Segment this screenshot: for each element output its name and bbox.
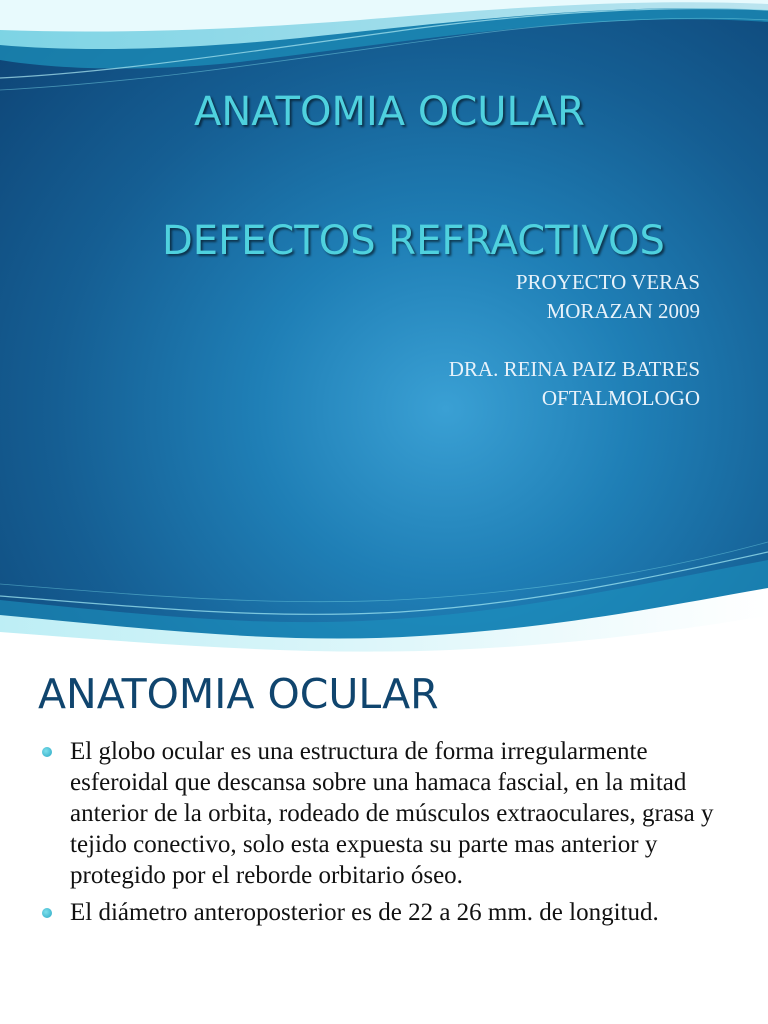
content-slide bbox=[0, 660, 768, 1024]
slide-title-line-1: ANATOMIA OCULAR bbox=[194, 89, 585, 135]
subtitle-block bbox=[449, 268, 700, 413]
subtitle-author: DRA. REINA PAIZ BATRES bbox=[448, 357, 700, 381]
bullet-item bbox=[40, 736, 740, 891]
bullet-dot-icon bbox=[42, 747, 52, 757]
subtitle-project: PROYECTO VERAS bbox=[515, 270, 700, 294]
bullet-dot-icon bbox=[42, 908, 52, 918]
bullet-text: El globo ocular es una estructura de forma irregularmente esferoidal que descansa sobre una hamaca fascial, en la mitad anterior de la orbita, rodeado de músculos extraoculares, grasa y tejido conectivo, solo esta expuesta su parte mas anterior y protegido por el reborde orbitario óseo. bbox=[70, 738, 714, 889]
bullet-item bbox=[40, 897, 740, 928]
slide-title-line-2: DEFECTOS REFRACTIVOS bbox=[162, 218, 665, 264]
subtitle-location-year: MORAZAN 2009 bbox=[546, 299, 700, 323]
subtitle-author-role: OFTALMOLOGO bbox=[541, 386, 700, 410]
slide-heading: ANATOMIA OCULAR bbox=[38, 670, 439, 718]
bullet-list bbox=[40, 736, 740, 934]
bullet-text: El diámetro anteroposterior es de 22 a 26 mm. de longitud. bbox=[70, 899, 659, 926]
